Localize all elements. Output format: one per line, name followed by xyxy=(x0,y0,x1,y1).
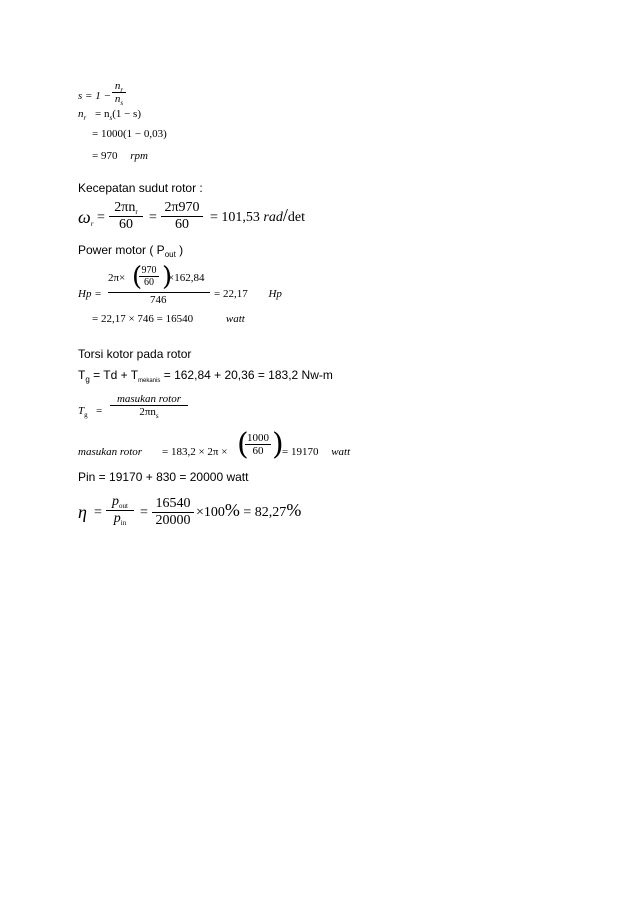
eta-fraction-2: 16540 20000 xyxy=(152,496,194,529)
input-power-result: = 19170 watt xyxy=(282,446,351,458)
eta-eq1: = xyxy=(94,505,102,520)
hp-numerator-a: 2π× xyxy=(108,272,126,284)
hp-result: = 22,17 Hp xyxy=(214,288,282,300)
hp-inner-fraction: 970 60 xyxy=(139,265,159,288)
hp-watt-line: = 22,17 × 746 = 16540 watt xyxy=(92,313,245,325)
hp-numerator-b: ×162,84 xyxy=(168,272,205,284)
eta-result: ×100% = 82,27% xyxy=(196,500,302,520)
torque-line: $T_g = Td + T_{mekanis} = 162,84 + 20,36 = 183,2$ Nw-m xyxy=(78,368,333,384)
rotor-speed-substitution: = 1000(1 − 0,03) xyxy=(92,128,167,140)
hp-fraction-bar xyxy=(108,292,210,293)
rotor-speed-equation: $n_r = n_s(1 - s)$ xyxy=(78,108,141,122)
torque-label: Torsi kotor pada rotor xyxy=(78,347,192,361)
pin-line: Pin = 19170 + 830 = 20000 watt xyxy=(78,470,249,484)
hp-denominator: 746 xyxy=(150,294,167,306)
hp-paren-right: ) xyxy=(162,262,173,292)
tg-eq: = xyxy=(96,405,103,417)
omega-fraction-1: $2\pi n_r$ 60 xyxy=(109,200,143,233)
input-inner-fraction: 1000 60 xyxy=(247,432,269,457)
input-paren-left: ( xyxy=(237,427,249,462)
omega-fraction-2: 2π970 60 xyxy=(161,200,203,233)
eta-symbol: η xyxy=(78,502,87,522)
tg-lhs: $T_g$ xyxy=(78,405,88,419)
omega-eq2: = xyxy=(149,210,157,225)
rotor-speed-result: = 970 rpm xyxy=(92,150,148,162)
hp-fraction xyxy=(108,264,210,306)
omega-eq1: = xyxy=(97,210,105,225)
eta-fraction-1: $p_{out}$ $p_{in}$ xyxy=(106,494,134,527)
eta-eq2: = xyxy=(140,505,148,520)
input-power-lhs: masukan rotor xyxy=(78,446,143,458)
slip-equation-lhs: s = 1 − xyxy=(78,90,111,102)
tg-fraction: masukan rotor $2\pi n_s$ xyxy=(110,393,188,418)
input-power-mid: = 183,2 × 2π × xyxy=(162,446,228,458)
omega-result: = 101,53 rad/det xyxy=(210,205,305,225)
omega-symbol: $\omega_r$ xyxy=(78,207,94,228)
hp-paren-left: ( xyxy=(132,262,143,292)
power-label: Power motor ( $P_{out}$ ) xyxy=(78,243,184,259)
angular-speed-label: Kecepatan sudut rotor : xyxy=(78,181,203,195)
slip-fraction: $n_r$ $n_s$ xyxy=(112,80,126,105)
hp-lhs: Hp = xyxy=(78,288,102,300)
input-paren-right: ) xyxy=(272,427,284,462)
